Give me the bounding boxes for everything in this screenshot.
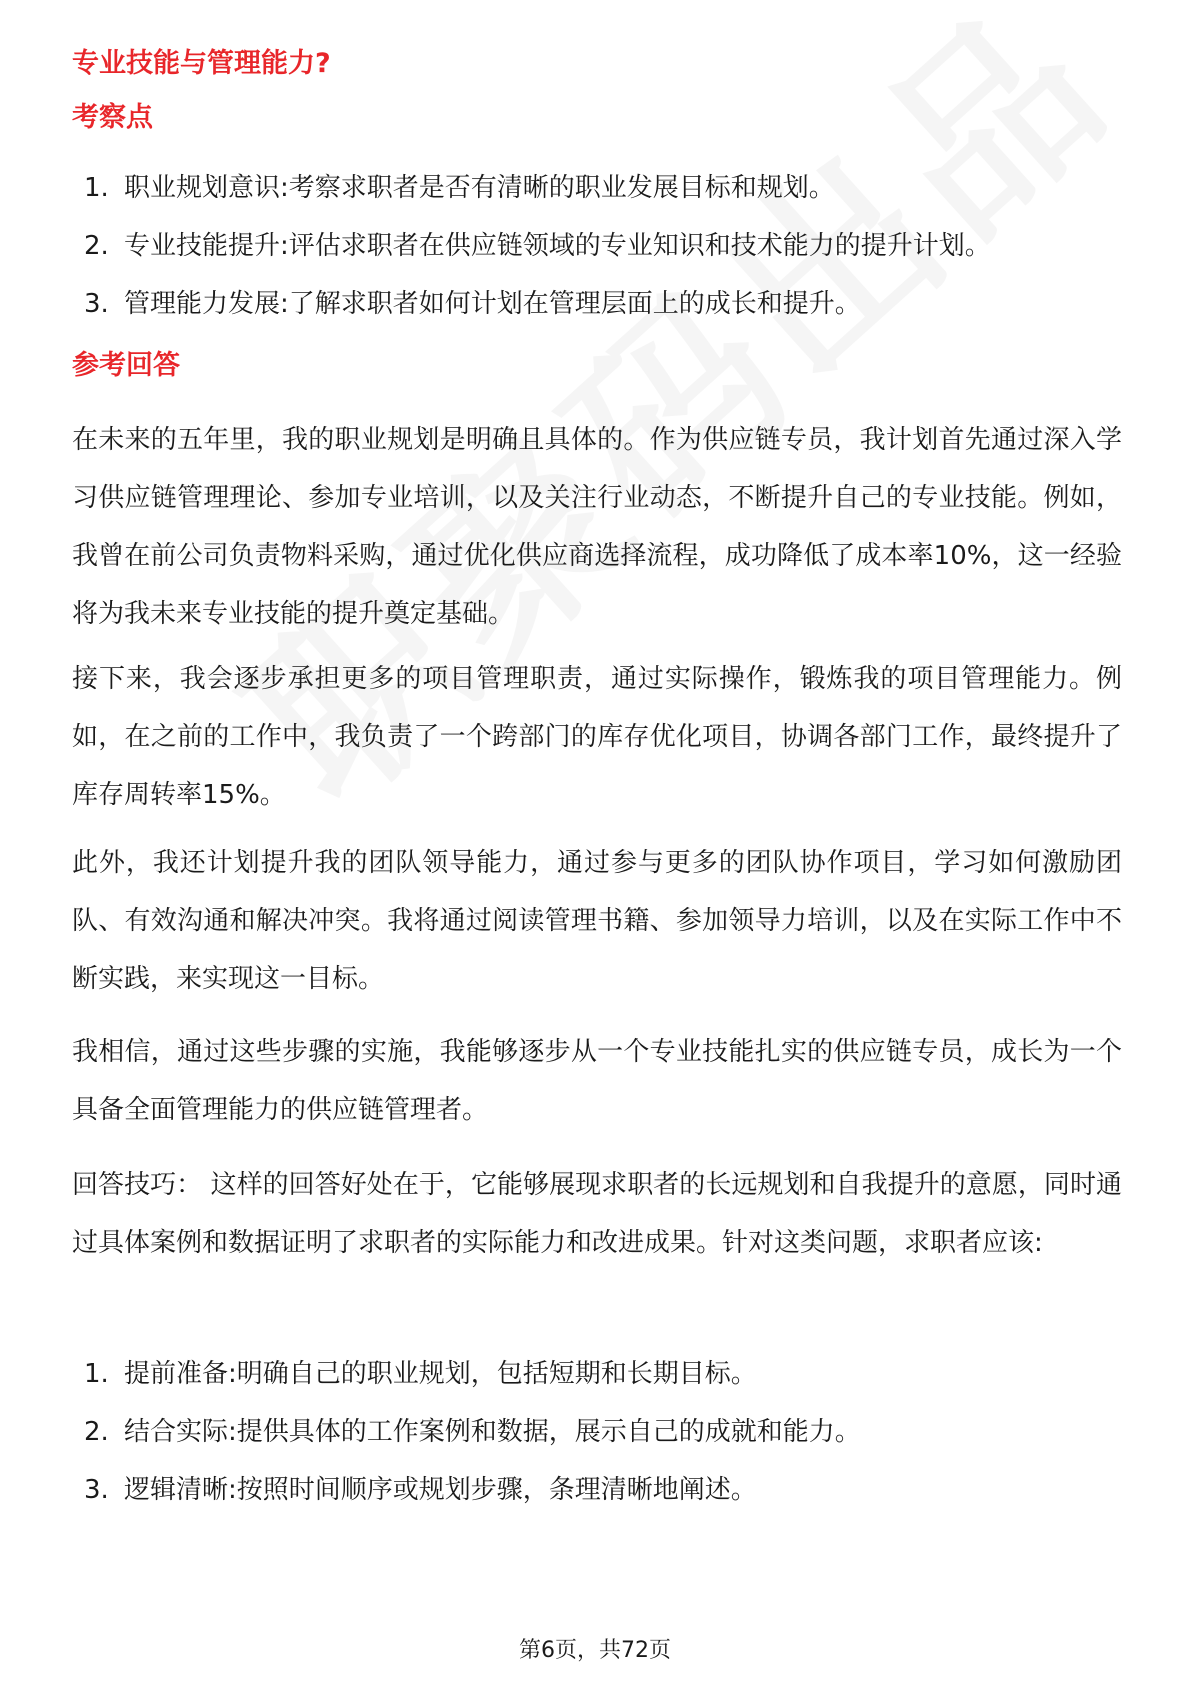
answer-paragraph-3: 此外，我还计划提升我的团队领导能力，通过参与更多的团队协作项目，学习如何激励团队、有效沟通和解决冲突。我将通过阅读管理书籍、参加领导力培训，以及在实际工作中不断实践，来实现这一目标。 <box>72 848 1122 994</box>
list-number: 3. <box>84 1475 109 1505</box>
focus-heading: 考察点 <box>72 102 153 133</box>
list-item <box>84 228 991 286</box>
list-label: 管理能力发展: <box>124 289 289 319</box>
list-label: 结合实际: <box>124 1417 237 1447</box>
list-text: 按照时间顺序或规划步骤，条理清晰地阐述。 <box>236 1475 757 1505</box>
answer-heading: 参考回答 <box>72 350 180 381</box>
page-number: 第6页，共72页 <box>519 1638 671 1663</box>
list-label: 专业技能提升: <box>124 231 289 261</box>
list-label: 逻辑清晰: <box>124 1475 237 1505</box>
answer-paragraph-2: 接下来，我会逐步承担更多的项目管理职责，通过实际操作，锻炼我的项目管理能力。例如，在之前的工作中，我负责了一个跨部门的库存优化项目，协调各部门工作，最终提升了库存周转率15%。 <box>72 664 1122 810</box>
list-text: 评估求职者在供应链领域的专业知识和技术能力的提升计划。 <box>288 231 991 261</box>
list-number: 1. <box>84 173 109 203</box>
list-text: 考察求职者是否有清晰的职业发展目标和规划。 <box>288 173 835 203</box>
focus-list <box>84 170 991 344</box>
list-number: 2. <box>84 1417 109 1447</box>
answer-paragraph-4: 我相信，通过这些步骤的实施，我能够逐步从一个专业技能扎实的供应链专员，成长为一个具备全面管理能力的供应链管理者。 <box>72 1037 1122 1125</box>
list-number: 2. <box>84 231 109 261</box>
list-label: 职业规划意识: <box>124 173 289 203</box>
list-item <box>84 286 991 344</box>
list-text: 明确自己的职业规划，包括短期和长期目标。 <box>236 1359 757 1389</box>
tips-list <box>84 1356 861 1530</box>
list-item <box>84 1472 861 1530</box>
list-number: 1. <box>84 1359 109 1389</box>
list-label: 提前准备: <box>124 1359 237 1389</box>
list-item <box>84 1356 861 1414</box>
list-item <box>84 170 991 228</box>
list-number: 3. <box>84 289 109 319</box>
answer-tips-intro: 回答技巧： 这样的回答好处在于，它能够展现求职者的长远规划和自我提升的意愿，同时通过具体案例和数据证明了求职者的实际能力和改进成果。针对这类问题，求职者应该: <box>72 1170 1122 1258</box>
list-text: 了解求职者如何计划在管理层面上的成长和提升。 <box>288 289 861 319</box>
list-item <box>84 1414 861 1472</box>
answer-paragraph-1: 在未来的五年里，我的职业规划是明确且具体的。作为供应链专员，我计划首先通过深入学习供应链管理理论、参加专业培训，以及关注行业动态，不断提升自己的专业技能。例如，我曾在前公司负责物料采购，通过优化供应商选择流程，成功降低了成本率10%，这一经验将为我未来专业技能的提升奠定基础。 <box>72 425 1122 629</box>
list-text: 提供具体的工作案例和数据，展示自己的成就和能力。 <box>236 1417 861 1447</box>
page-title: 专业技能与管理能力? <box>72 48 331 79</box>
